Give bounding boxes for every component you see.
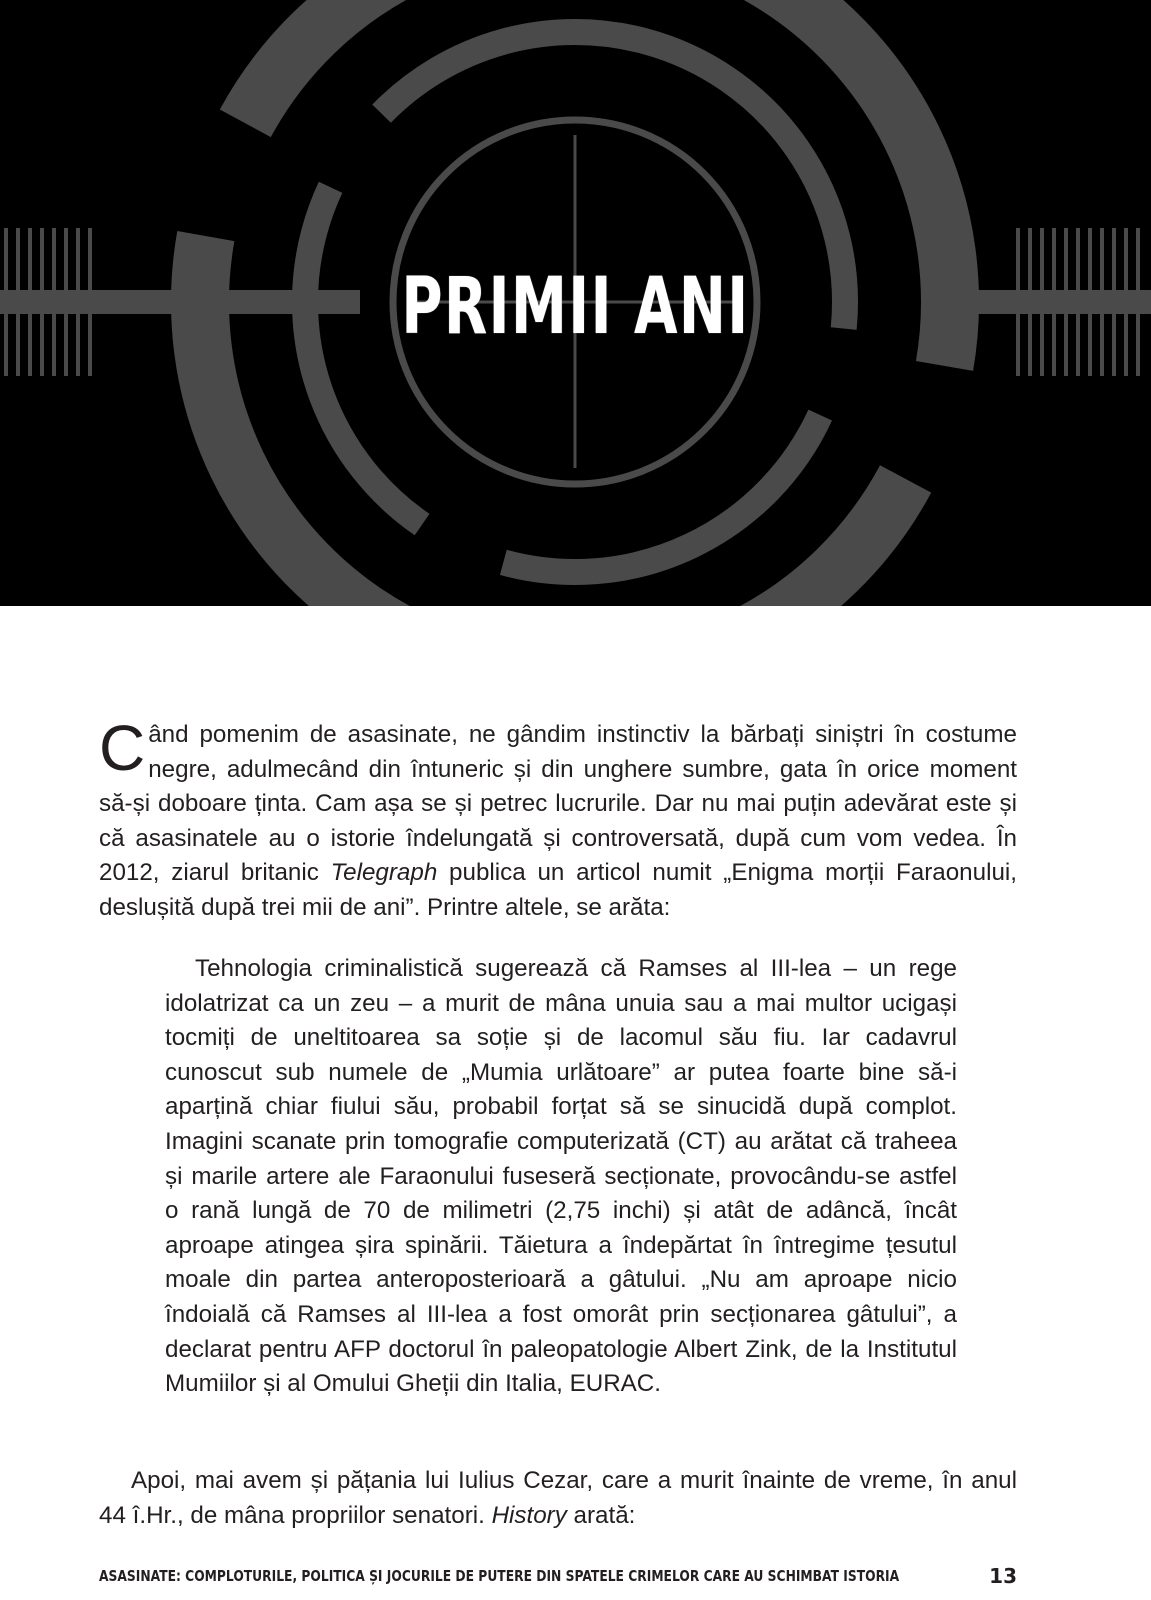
chapter-title: PRIMII ANI bbox=[401, 262, 750, 352]
chapter-banner bbox=[0, 0, 1151, 606]
page-footer bbox=[99, 1564, 1017, 1589]
intro-text-part-2: publica un articol numit „Enigma morții Faraonului, deslușită după trei mii de ani”. Printre altele, se arăta: bbox=[99, 859, 1017, 921]
block-quote: Tehnologia criminalistică sugerează că Ramses al III-lea – un rege idolatrizat ca un zeu – a murit de mâna unuia sau a mai multor ucigași tocmiți de uneltitoarea sa soție și de lacomul său fiu. Iar cadavrul cunoscut sub numele de „Mumia urlătoare” ar putea foarte bine să-i aparțină chiar fiului său, probabil forțat să se sinucidă după complot. Imagini scanate prin tomografie computerizată (CT) au arătat că traheea și marile artere ale Faraonului fuseseră secționate, provocându-se astfel o rană lungă de 70 de milimetri (2,75 inchi) și atât de adâncă, încât aproape atingea șira spinării. Tăietura a îndepărtat în întregime țesutul moale din partea anteroposterioară a gâtului. „Nu am aproape nicio îndoială că Ramses al III-lea a fost omorât prin secționarea gâtului”, a declarat pentru AFP doctorul în paleopatologie Albert Zink, de la Institutul Mumiilor și al Omului Gheții din Italia, EURAC. bbox=[165, 955, 957, 1398]
intro-text-part-1: ând pomenim de asasinate, ne gândim instinctiv la bărbați siniștri în costume negre, adulmecând din întuneric și din unghere sumbre, gata în orice moment să-și doboare ținta. Cam așa se și petrec lucrurile. Dar nu mai puțin adevărat este și că asasinatele au o istorie îndelungată și controversată, după cum vom vedea. În 2012, ziarul britanic bbox=[99, 721, 1017, 887]
publication-name: Telegraph bbox=[330, 859, 438, 887]
running-title: ASASINATE: COMPLOTURILE, POLITICA ȘI JOCURILE DE PUTERE DIN SPATELE CRIMELOR CARE AU SCHIMBAT ISTORIA bbox=[99, 1567, 900, 1585]
intro-paragraph bbox=[99, 712, 1017, 926]
second-text-part-2: arată: bbox=[566, 1501, 636, 1529]
second-paragraph bbox=[99, 1464, 1017, 1533]
second-text-part-1: Apoi, mai avem și pățania lui Iulius Cezar, care a murit înainte de vreme, în anul 44 î.Hr., de mâna propriilor senatori. bbox=[99, 1467, 1017, 1529]
publication-name: History bbox=[491, 1501, 567, 1529]
page-number: 13 bbox=[989, 1564, 1017, 1588]
drop-cap: C bbox=[99, 712, 146, 784]
